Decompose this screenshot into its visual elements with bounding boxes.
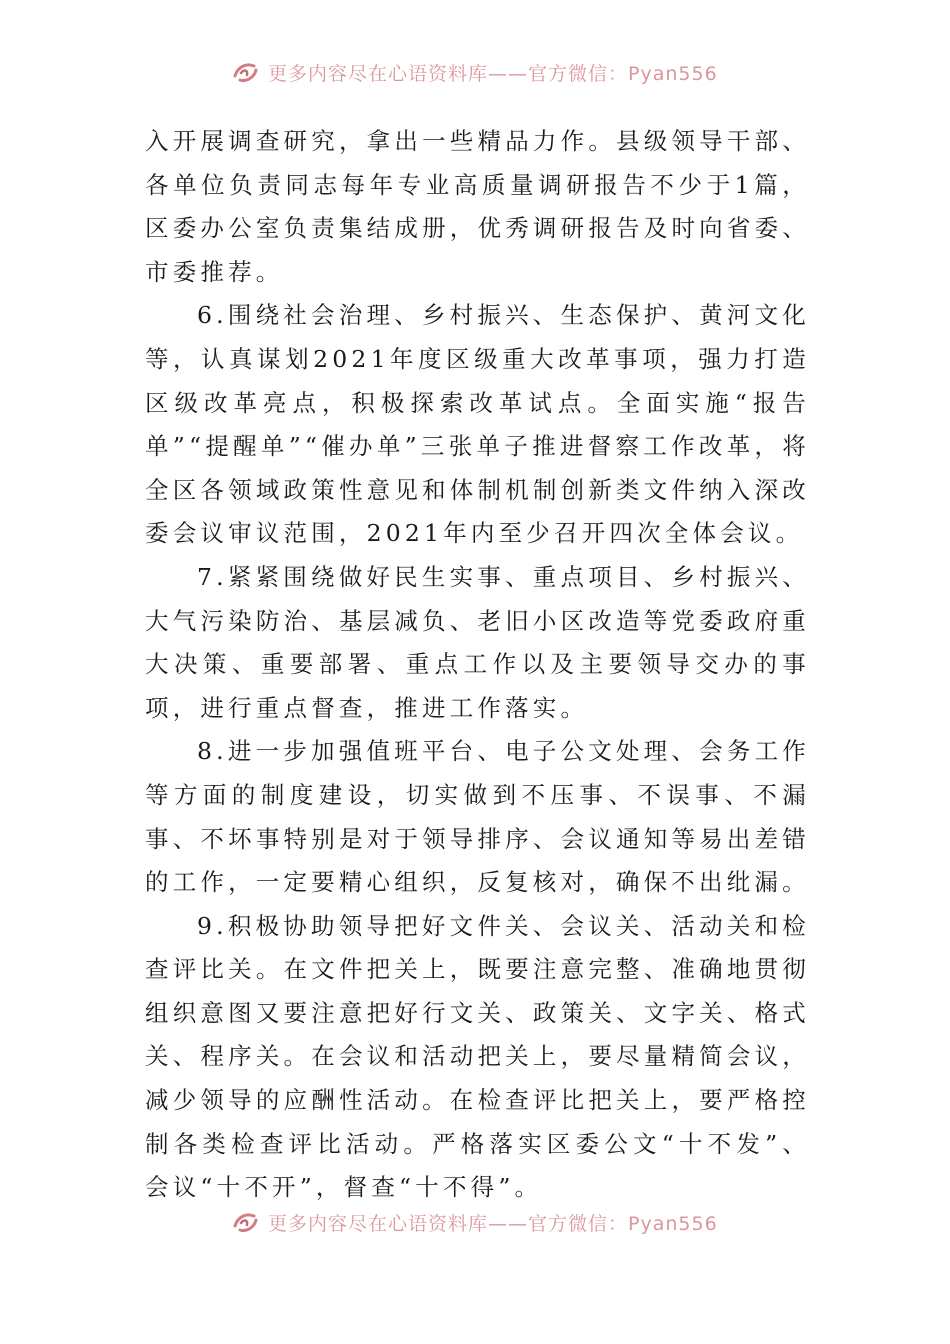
paragraph-item-9: 9.积极协助领导把好文件关、会议关、活动关和检查评比关。在文件把关上，既要注意完整、准确地贯彻组织意图又要注意把好行文关、政策关、文字关、格式关、程序关。在会议和活动把关上，要尽量精简会议，减少领导的应酬性活动。在检查评比把关上，要严格控制各类检查评比活动。严格落实区委公文“十不发”、会议“十不开”，督查“十不得”。 xyxy=(145,911,810,1202)
logo-swirl-icon xyxy=(232,1210,260,1234)
paragraph-item-8: 8.进一步加强值班平台、电子公文处理、会务工作等方面的制度建设，切实做到不压事、不误事、不漏事、不坏事特别是对于领导排序、会议通知等易出差错的工作，一定要精心组织，反复核对，确保不出纰漏。 xyxy=(145,737,810,897)
paragraph-item-6: 6.围绕社会治理、乡村振兴、生态保护、黄河文化等，认真谋划2021年度区级重大改革事项，强力打造区级改革亮点，积极探索改革试点。全面实施“报告单”“提醒单”“催办单”三张单子推进督察工作改革，将全区各领域政策性意见和体制机制创新类文件纳入深改委会议审议范围，2021年内至少召开四次全体会议。 xyxy=(145,301,810,548)
watermark-text: 更多内容尽在心语资料库——官方微信：Pyan556 xyxy=(268,62,718,85)
paragraph-item-7: 7.紧紧围绕做好民生实事、重点项目、乡村振兴、大气污染防治、基层减负、老旧小区改造等党委政府重大决策、重要部署、重点工作以及主要领导交办的事项，进行重点督查，推进工作落实。 xyxy=(145,562,810,722)
paragraph-continuation: 入开展调查研究，拿出一些精品力作。县级领导干部、各单位负责同志每年专业高质量调研报告不少于1篇，区委办公室负责集结成册，优秀调研报告及时向省委、市委推荐。 xyxy=(145,127,810,286)
watermark-text: 更多内容尽在心语资料库——官方微信：Pyan556 xyxy=(268,1212,718,1235)
document-body xyxy=(145,120,810,1210)
watermark-header xyxy=(232,57,718,87)
watermark-footer xyxy=(232,1207,718,1237)
logo-swirl-icon xyxy=(232,60,260,84)
